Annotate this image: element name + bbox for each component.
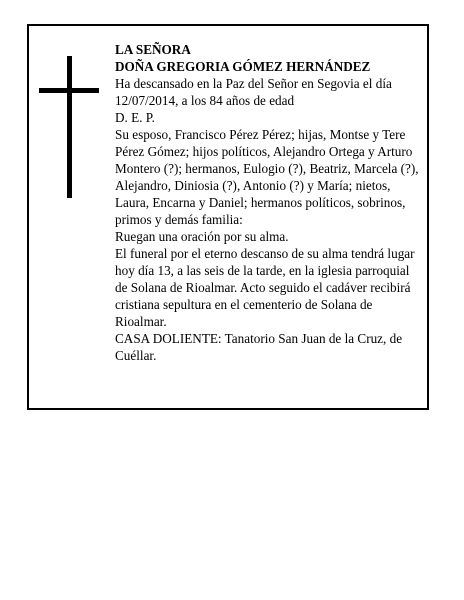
mourning-house: CASA DOLIENTE: Tanatorio San Juan de la Cruz, de Cuéllar. bbox=[115, 331, 403, 363]
prayer-request: Ruegan una oración por su alma. bbox=[115, 229, 289, 244]
obituary-notice bbox=[27, 24, 429, 410]
death-announcement: Ha descansado en la Paz del Señor en Segovia el día 12/07/2014, a los 84 años de edad bbox=[115, 76, 392, 108]
deceased-name: DOÑA GREGORIA GÓMEZ HERNÁNDEZ bbox=[115, 59, 371, 74]
cross-vertical-bar bbox=[67, 56, 72, 198]
notice-title: LA SEÑORA bbox=[115, 42, 191, 57]
cross-horizontal-bar bbox=[39, 88, 99, 93]
funeral-details: El funeral por el eterno descanso de su alma tendrá lugar hoy día 13, a las seis de la tarde, en la iglesia parroquial de Solana de Rioalmar. Acto seguido el cadáver recibirá cristiana sepultura en el cementerio de Solana de Rioalmar. bbox=[115, 246, 415, 329]
notice-body bbox=[115, 41, 419, 364]
rest-in-peace: D. E. P. bbox=[115, 110, 155, 125]
cross-icon bbox=[39, 56, 99, 198]
family-list: Su esposo, Francisco Pérez Pérez; hijas, Montse y Tere Pérez Gómez; hijos políticos, Alejandro Ortega y Arturo Montero (?); hermanos, Eulogio (?), Beatriz, Marcela (?), Alejandro, Diniosia (?), Antonio (?) y María; nietos, Laura, Encarna y Daniel; hermanos políticos, sobrinos, primos y demás familia: bbox=[115, 127, 419, 227]
